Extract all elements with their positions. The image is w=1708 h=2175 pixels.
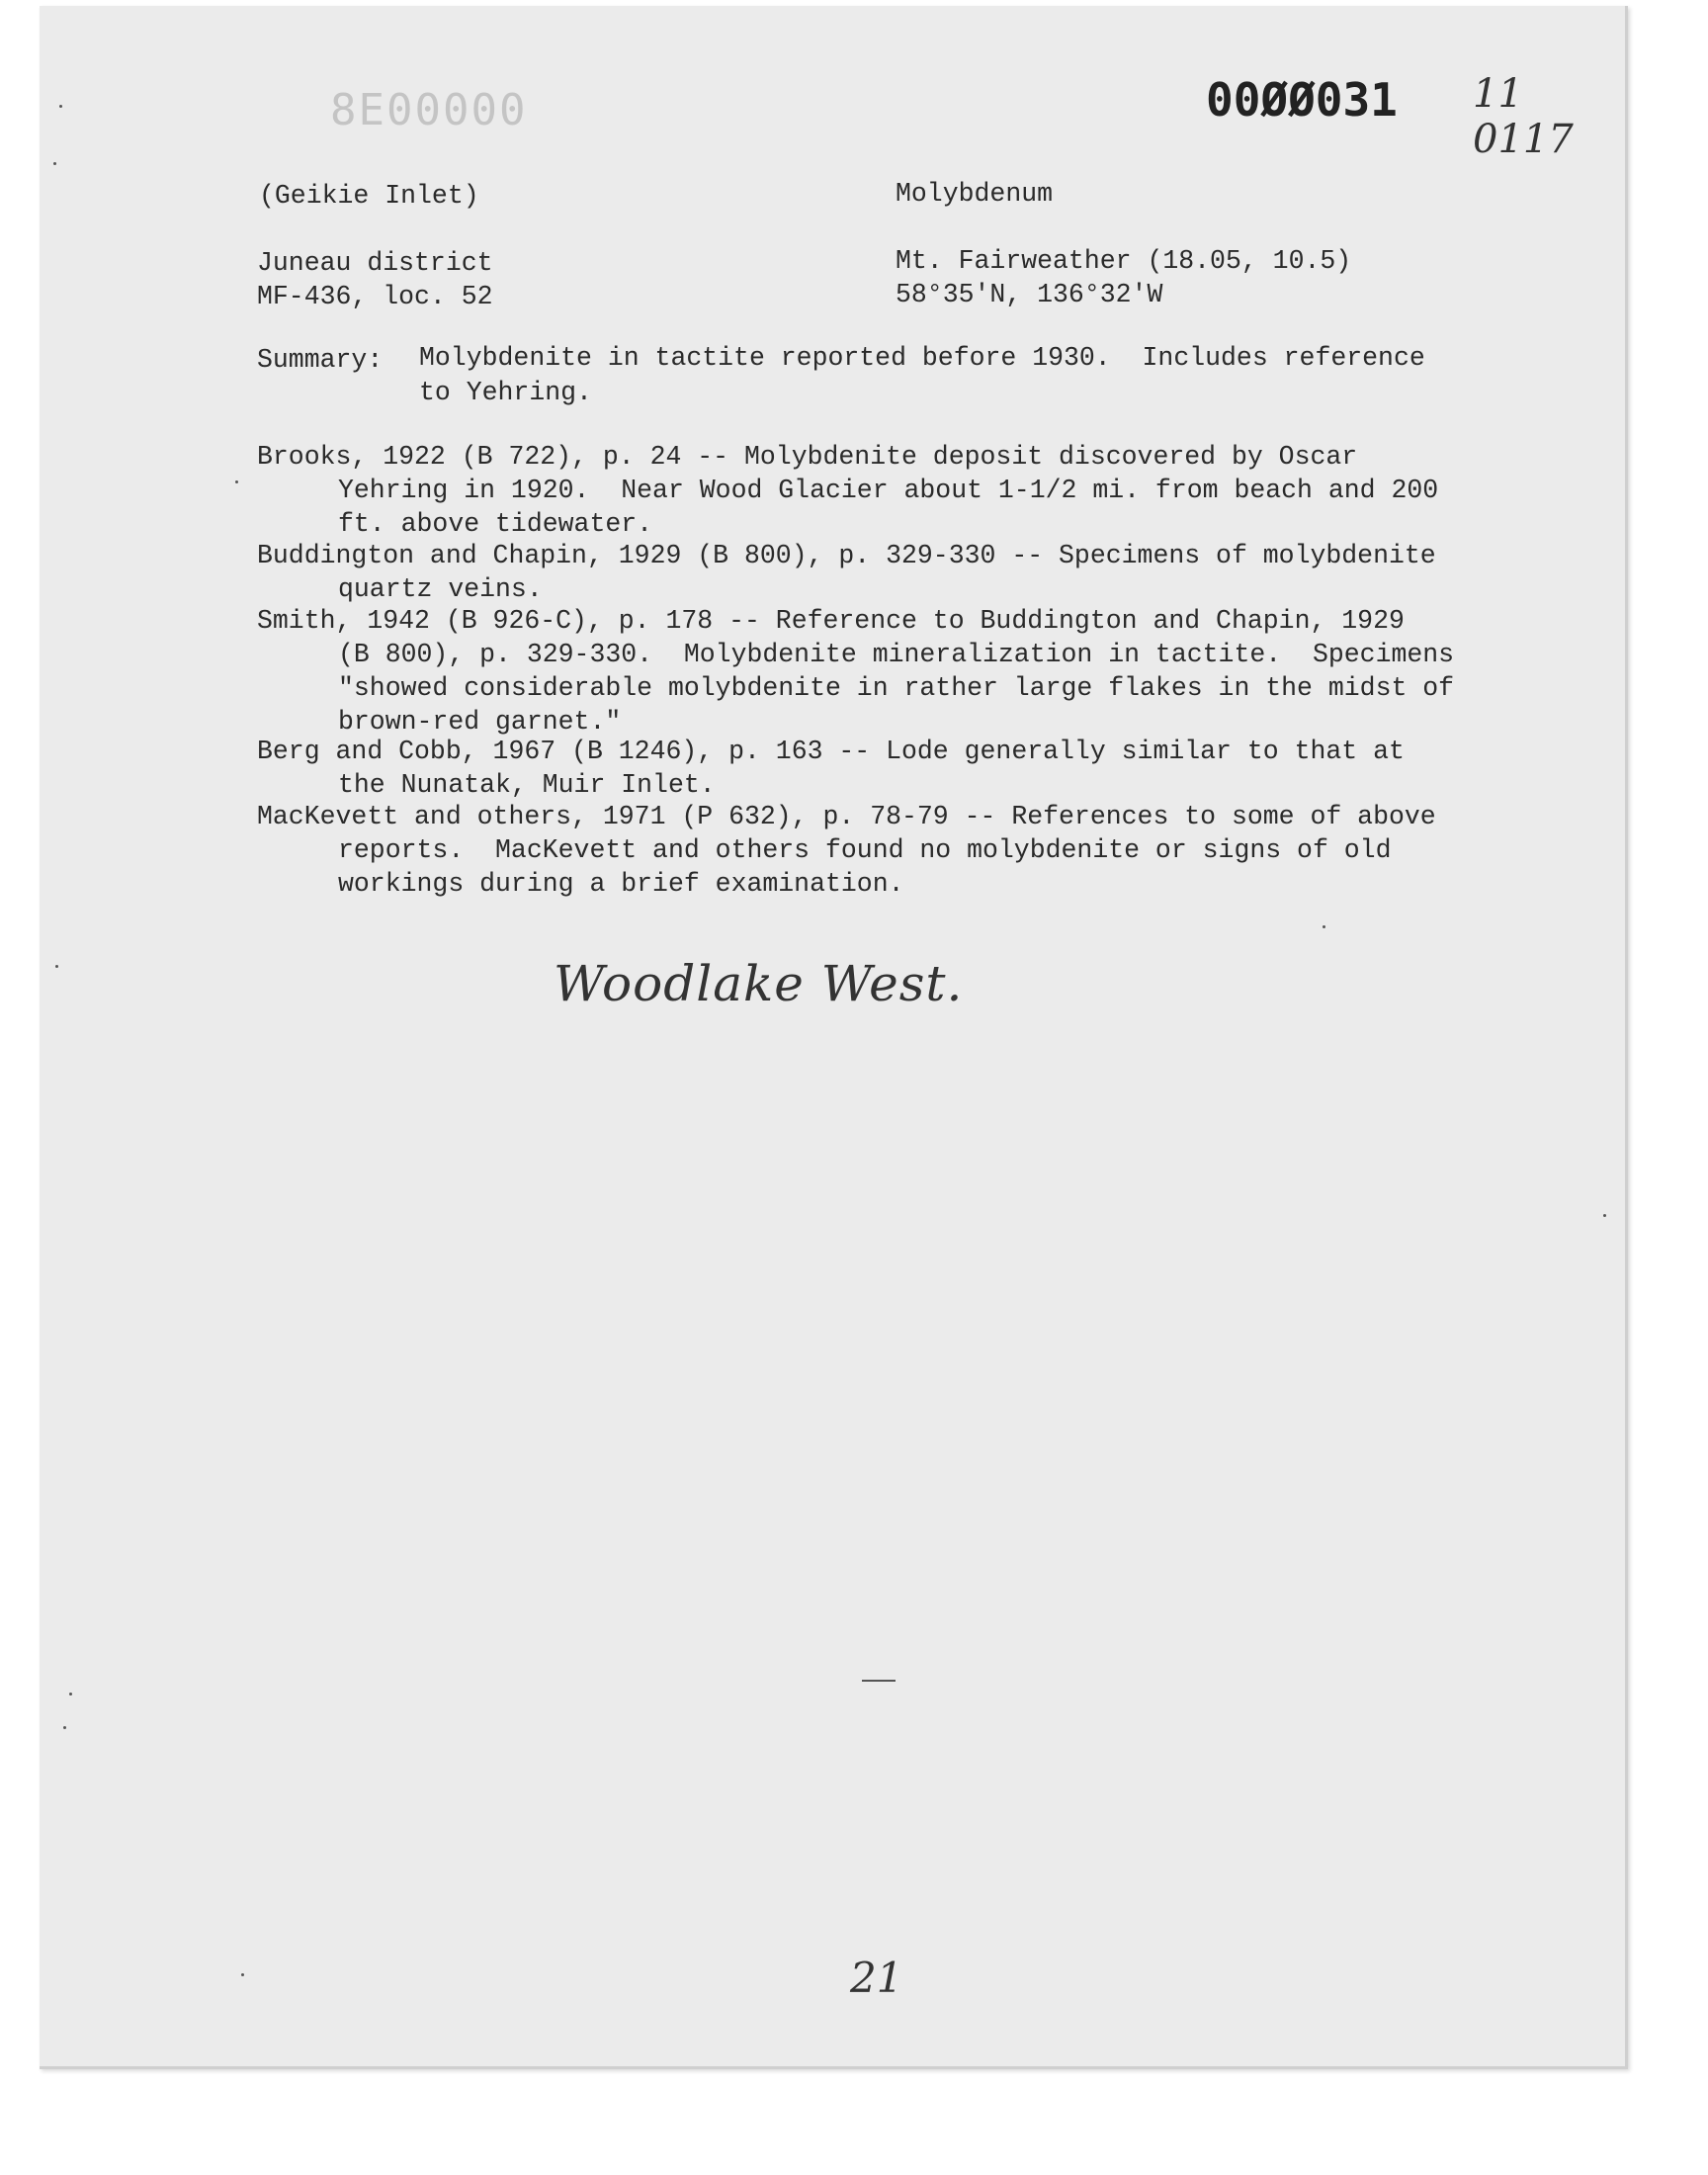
scan-speck [235,480,238,483]
scan-speck [55,965,58,968]
faint-stamp-number: 8E00000 [330,85,528,135]
summary-label: Summary: [257,345,384,375]
coordinates-label: 58°35'N, 136°32'W [896,280,1163,309]
reference-5-line-3: workings during a brief examination. [338,869,904,899]
document-page [40,6,1628,2069]
reference-3-line-1: Smith, 1942 (B 926-C), p. 178 -- Reference to Buddington and Chapin, 1929 [257,606,1405,636]
scan-speck [63,1726,66,1729]
reference-1-line-2: Yehring in 1920. Near Wood Glacier about 1-1/2 mi. from beach and 200 [338,476,1439,505]
scan-speck [241,1973,244,1976]
reference-5-line-2: reports. MacKevett and others found no molybdenite or signs of old [338,835,1392,865]
commodity-label: Molybdenum [896,179,1054,209]
reference-4-line-1: Berg and Cobb, 1967 (B 1246), p. 163 -- Lode generally similar to that at [257,737,1405,766]
handwritten-top-note: 11 0117 [1473,71,1574,162]
summary-line-2: to Yehring. [419,378,592,407]
reference-3-line-4: brown-red garnet." [338,707,622,737]
quadrangle-label: Mt. Fairweather (18.05, 10.5) [896,246,1352,276]
document-number-stamp: 00ØØ031 [1206,73,1398,127]
reference-2-line-1: Buddington and Chapin, 1929 (B 800), p. 329-330 -- Specimens of molybdenite [257,541,1436,570]
reference-3-line-2: (B 800), p. 329-330. Molybdenite mineralization in tactite. Specimens [338,640,1455,669]
reference-5-line-1: MacKevett and others, 1971 (P 632), p. 78-79 -- References to some of above [257,802,1436,831]
reference-4-line-2: the Nunatak, Muir Inlet. [338,770,716,800]
summary-line-1: Molybdenite in tactite reported before 1930. Includes reference [419,343,1425,373]
stray-dash-mark [862,1680,896,1682]
reference-1-line-3: ft. above tidewater. [338,509,653,539]
page-number: 21 [850,1954,903,2002]
reference-2-line-2: quartz veins. [338,574,543,604]
scan-speck [69,1693,72,1696]
scan-speck [59,105,62,108]
scan-speck [1603,1214,1606,1217]
handwritten-annotation: Woodlake West. [554,955,964,1012]
reference-3-line-3: "showed considerable molybdenite in rather large flakes in the midst of [338,673,1455,703]
scan-speck [1323,925,1325,928]
reference-1-line-1: Brooks, 1922 (B 722), p. 24 -- Molybdenite deposit discovered by Oscar [257,442,1358,472]
district-label: Juneau district [257,248,493,278]
scan-speck [53,162,56,165]
map-reference: MF-436, loc. 52 [257,282,493,311]
location-label: (Geikie Inlet) [259,181,479,211]
